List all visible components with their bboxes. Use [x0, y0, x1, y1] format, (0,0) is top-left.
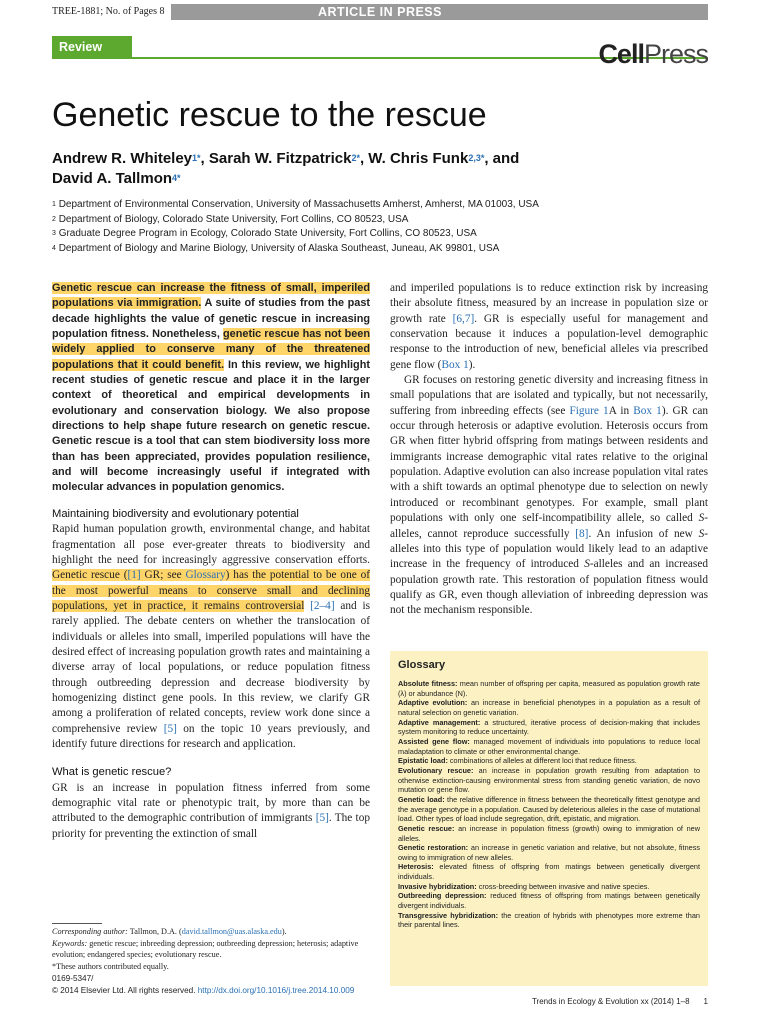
affiliation-list: [52, 198, 672, 256]
article-title: Genetic rescue to the rescue: [52, 96, 487, 134]
footnotes: [52, 926, 372, 972]
glossary-definition: mean number of offspring per capita, measured as population growth rate (λ) or abundance (N).: [398, 679, 700, 698]
glossary-item: [398, 698, 700, 717]
affiliation-item: [52, 242, 672, 257]
affiliation-number: 4: [52, 244, 56, 252]
figure-link[interactable]: Figure 1: [569, 404, 609, 417]
paragraph-text: Rapid human population growth, environmental change, and habitat fragmentation all pose ever-greater threats to biodiversity and highlight the need for increasingly aggressive conservation efforts.: [52, 523, 370, 566]
glossary-item: [398, 862, 700, 881]
body-paragraph: [52, 522, 370, 752]
glossary-item: [398, 795, 700, 824]
author-separator: ,: [200, 150, 209, 167]
paragraph-text: -alleles into this type of population would likely lead to an adaptive increase in the frequency of introduced: [390, 527, 709, 571]
journal-citation: Trends in Ecology & Evolution xx (2014) 1–8: [531, 997, 690, 1006]
paragraph-text: ). GR can occur through heterosis or adaptive evolution. Heterosis occurs from GR when fitter hybrid offspring from matings between residents and immigrants increase demographic vital rates relative to the original population. Adaptive evolution can also increase population vital rates with a shift towards an optimal phenotype due to selection on newly introduced or recombinant genotypes. For example, small plant populations with only one self-incompatibility allele, so called: [390, 404, 708, 525]
affiliation-number: 1: [52, 201, 56, 208]
affiliation-text: Department of Biology, Colorado State University, Fort Collins, CO 80523, USA: [58, 213, 409, 225]
glossary-definition: the creation of hybrids with phenotypes more extreme than their parental lines.: [398, 910, 700, 930]
footnote-text: ).: [281, 927, 287, 936]
paragraph-text: on the topic 10 years previously, and identify future directions for research and application.: [52, 722, 370, 750]
author-affiliation-marker[interactable]: 4*: [172, 173, 181, 183]
abstract: [52, 281, 370, 496]
doi-link[interactable]: http://dx.doi.org/10.1016/j.tree.2014.10.009: [197, 985, 355, 995]
box-link[interactable]: Box 1: [633, 404, 662, 417]
copyright-line: [52, 985, 382, 997]
paragraph-text: GR is an increase in population fitness inferred from some demographic vital rate or phenotypic trait, by more than can be attributed to the demographic contribution of immigrants: [52, 781, 370, 825]
paragraph-text: . The top priority for preventing the extinction of small: [52, 812, 370, 840]
glossary-term: Genetic rescue:: [398, 823, 455, 833]
glossary-item: [398, 824, 700, 843]
copyright-text: © 2014 Elsevier Ltd. All rights reserved.: [52, 985, 198, 995]
paragraph-text: and imperiled populations is to reduce extinction risk by increasing their absolute fitness, measured by an increase in population size or growth rate: [390, 282, 708, 325]
equal-contribution-note: *These authors contributed equally.: [52, 961, 169, 971]
glossary-definition: combinations of alleles at different loci that reduce fitness.: [447, 756, 637, 766]
highlight-text: ) has the potential to be one of the most powerful means to conserve small and declining populations, yet in practice, it remains controversial: [52, 569, 371, 612]
glossary-title: Glossary: [398, 659, 446, 671]
citation-link[interactable]: [2–4]: [310, 599, 335, 612]
body-paragraph: [52, 781, 370, 842]
affiliation-text: Department of Environmental Conservation, University of Massachusetts Amherst, Amherst, MA 01003, USA: [58, 199, 539, 210]
glossary-term: Transgressive hybridization:: [398, 910, 499, 920]
section-heading: What is genetic rescue?: [52, 766, 172, 779]
box-link[interactable]: Box 1: [441, 358, 469, 371]
glossary-definition: managed movement of individuals into populations to reduce local maladaptation to climate or other environmental change.: [398, 736, 700, 756]
citation-link[interactable]: [5]: [163, 722, 177, 735]
author-affiliation-marker[interactable]: 2,3*: [468, 153, 485, 163]
italic-allele: S: [698, 512, 705, 525]
paragraph-text: . An infusion of new: [588, 527, 699, 540]
author-affiliation-marker[interactable]: 2*: [351, 153, 360, 163]
keywords: [52, 938, 372, 961]
affiliation-text: Department of Biology and Marine Biology, University of Alaska Southeast, Juneau, AK 99801, USA: [58, 242, 500, 254]
author-name: Sarah W. Fitzpatrick: [208, 150, 352, 167]
glossary-item: [398, 737, 700, 756]
glossary-item: [398, 843, 700, 862]
glossary-term: Outbreeding depression:: [398, 891, 487, 901]
glossary-term: Genetic restoration:: [398, 843, 469, 853]
article-in-press-bar: [52, 4, 708, 20]
author-name: W. Chris Funk: [368, 150, 469, 167]
footnote-rule: [52, 923, 102, 924]
glossary-term: Adaptive management:: [398, 717, 481, 727]
citation-link[interactable]: [6,7]: [452, 312, 475, 325]
author-name: David A. Tallmon: [52, 170, 173, 187]
glossary-term: Genetic load:: [398, 794, 445, 804]
glossary-item: [398, 891, 700, 910]
author-separator: , and: [484, 150, 520, 167]
abstract-text: In this review, we highlight recent studies of genetic rescue and place it in the larger context of theoretical and empirical developments in evolutionary and conservation biology. We also propose directions to help shape future research on genetic rescue. Genetic rescue is a tool that can stem biodiversity loss more than has been appreciated, provides population resilience, and will become increasingly useful if integrated with molecular advances in population genomics.: [52, 358, 370, 494]
glossary-term: Assisted gene flow:: [398, 736, 470, 746]
page-footer: [532, 996, 708, 1008]
paragraph-text: A in: [608, 404, 634, 417]
glossary-definition: the relative difference in fitness between the theoretically fittest genotype and the average genotype in a population. Caused by deleterious alleles in the case of mutational load. Other types of load include segregation, drift, epistatic, and migration.: [398, 794, 700, 824]
affiliation-item: [52, 227, 672, 242]
glossary-item: [398, 882, 700, 892]
article-in-press-label: ARTICLE IN PRESS: [318, 5, 442, 19]
body-paragraph: [390, 373, 708, 619]
paragraph-text: GR focuses on restoring genetic diversity and increasing fitness in small populations that are isolated and typically, but not necessarily, suffering from inbreeding effects (see: [390, 374, 708, 417]
email-link[interactable]: david.tallmon@uas.alaska.edu: [181, 927, 282, 936]
footnote-label: Corresponding author:: [52, 927, 128, 936]
glossary-term: Evolutionary rescue:: [398, 765, 474, 775]
author-separator: ,: [359, 150, 369, 167]
highlight[interactable]: Genetic rescue can increase the fitness of small, imperiled populations via immigration.: [52, 282, 370, 310]
author-name: Andrew R. Whiteley: [52, 150, 193, 167]
affiliation-number: 3: [52, 230, 56, 237]
glossary-item: [398, 756, 700, 766]
highlight-text: Genetic rescue (: [52, 569, 128, 582]
glossary-term: Adaptive evolution:: [398, 698, 468, 708]
right-column: [390, 281, 708, 619]
glossary-item: [398, 911, 700, 930]
issn-block: [52, 973, 382, 996]
author-affiliation-marker[interactable]: 1*: [192, 153, 201, 163]
cellpress-logo: CellPress: [598, 39, 708, 69]
italic-allele: S: [584, 558, 590, 571]
paragraph-text: -alleles and an increased population growth rate. This restoration of population fitness would qualify as GR, even though alleviation of inbreeding depression was not the mechanism responsible.: [390, 558, 708, 617]
issn: 0169-5347/: [52, 974, 94, 983]
affiliation-item: [52, 198, 672, 213]
italic-allele: S: [698, 527, 705, 540]
glossary-item: [398, 766, 700, 795]
glossary-definition: a structured, iterative process of decision-making that includes system monitoring to reduce uncertainty.: [398, 717, 700, 737]
glossary-definition: an increase in beneficial phenotypes in a population as a result of natural selection on genetic variation.: [398, 698, 700, 717]
paragraph-text: -alleles, cannot reproduce successfully: [390, 512, 708, 540]
paragraph-text: and is rarely applied. The debate centers on whether the translocation of individuals or alleles into small, imperiled populations will have the desired effect of increasing population growth rates and maintaining a diverse array of local populations, or reduce population fitness through outbreeding depression and decrease biodiversity by homogenizing distinct gene pools. In this review, we clarify GR among a proliferation of related concepts, review work done since a comprehensive review: [52, 599, 370, 735]
section-heading: Maintaining biodiversity and evolutionary potential: [52, 507, 299, 520]
glossary-box: [390, 651, 708, 986]
paragraph-text: ).: [468, 358, 476, 371]
glossary-item: [398, 718, 700, 737]
glossary-link[interactable]: Glossary: [185, 569, 226, 582]
footnote-label: Keywords:: [52, 938, 88, 948]
glossary-definition: elevated fitness of offspring from matings between genetically divergent individuals.: [398, 862, 700, 882]
author-list: [52, 149, 672, 189]
glossary-term: Invasive hybridization:: [398, 881, 477, 891]
citation-link[interactable]: [5]: [315, 812, 329, 825]
manuscript-ref: TREE-1881; No. of Pages 8: [52, 4, 171, 20]
glossary-term: Absolute fitness:: [398, 679, 458, 688]
glossary-definition: an increase in population fitness (growth) owing to immigration of new alleles.: [398, 823, 700, 843]
glossary-term: Heterosis:: [398, 862, 434, 872]
glossary-definition: reduced fitness of offspring from matings between genetically divergent individuals.: [398, 891, 701, 911]
affiliation-item: [52, 213, 672, 228]
paragraph-text: . GR is especially useful for management and conservation because it induces a population-level demographic response to the introduction of new, beneficial alleles via prescribed gene flow (: [390, 312, 708, 371]
left-column: [52, 281, 370, 842]
page-number: 1: [703, 997, 708, 1006]
glossary-list: [398, 679, 700, 930]
citation-link[interactable]: [8]: [575, 527, 589, 540]
glossary-definition: cross-breeding between invasive and native species.: [476, 881, 650, 891]
glossary-definition: an increase in population growth resulting from adaptation to otherwise extinction-causing environmental stress from standing genetic variation, de novo mutation or gene flow.: [398, 765, 701, 795]
affiliation-text: Graduate Degree Program in Ecology, Colorado State University, Fort Collins, CO 80523, USA: [58, 228, 477, 239]
highlight[interactable]: genetic rescue has not been widely applied to conserve many of the threatened populations that it could benefit.: [52, 328, 371, 371]
glossary-item: [398, 679, 700, 698]
highlight-text: GR; see: [140, 569, 186, 582]
body-paragraph: [390, 281, 708, 373]
glossary-definition: an increase in genetic variation and relative, but not absolute, fitness owing to immigration of new alleles.: [398, 843, 700, 862]
glossary-term: Epistatic load:: [398, 756, 448, 766]
footnote-text: genetic rescue; inbreeding depression; outbreeding depression; heterosis; adaptive evolution; endangered species; evolutionary rescue.: [52, 938, 359, 959]
section-tab-review: Review: [52, 36, 132, 58]
affiliation-number: 2: [52, 215, 56, 223]
footnote-text: Tallmon, D.A. (: [127, 927, 182, 936]
citation-link[interactable]: [1]: [127, 569, 141, 582]
abstract-text: A suite of studies from the past decade highlights the value of genetic rescue in increasing population fitness. Nonetheless,: [52, 297, 370, 341]
corresponding-author: [52, 926, 372, 938]
